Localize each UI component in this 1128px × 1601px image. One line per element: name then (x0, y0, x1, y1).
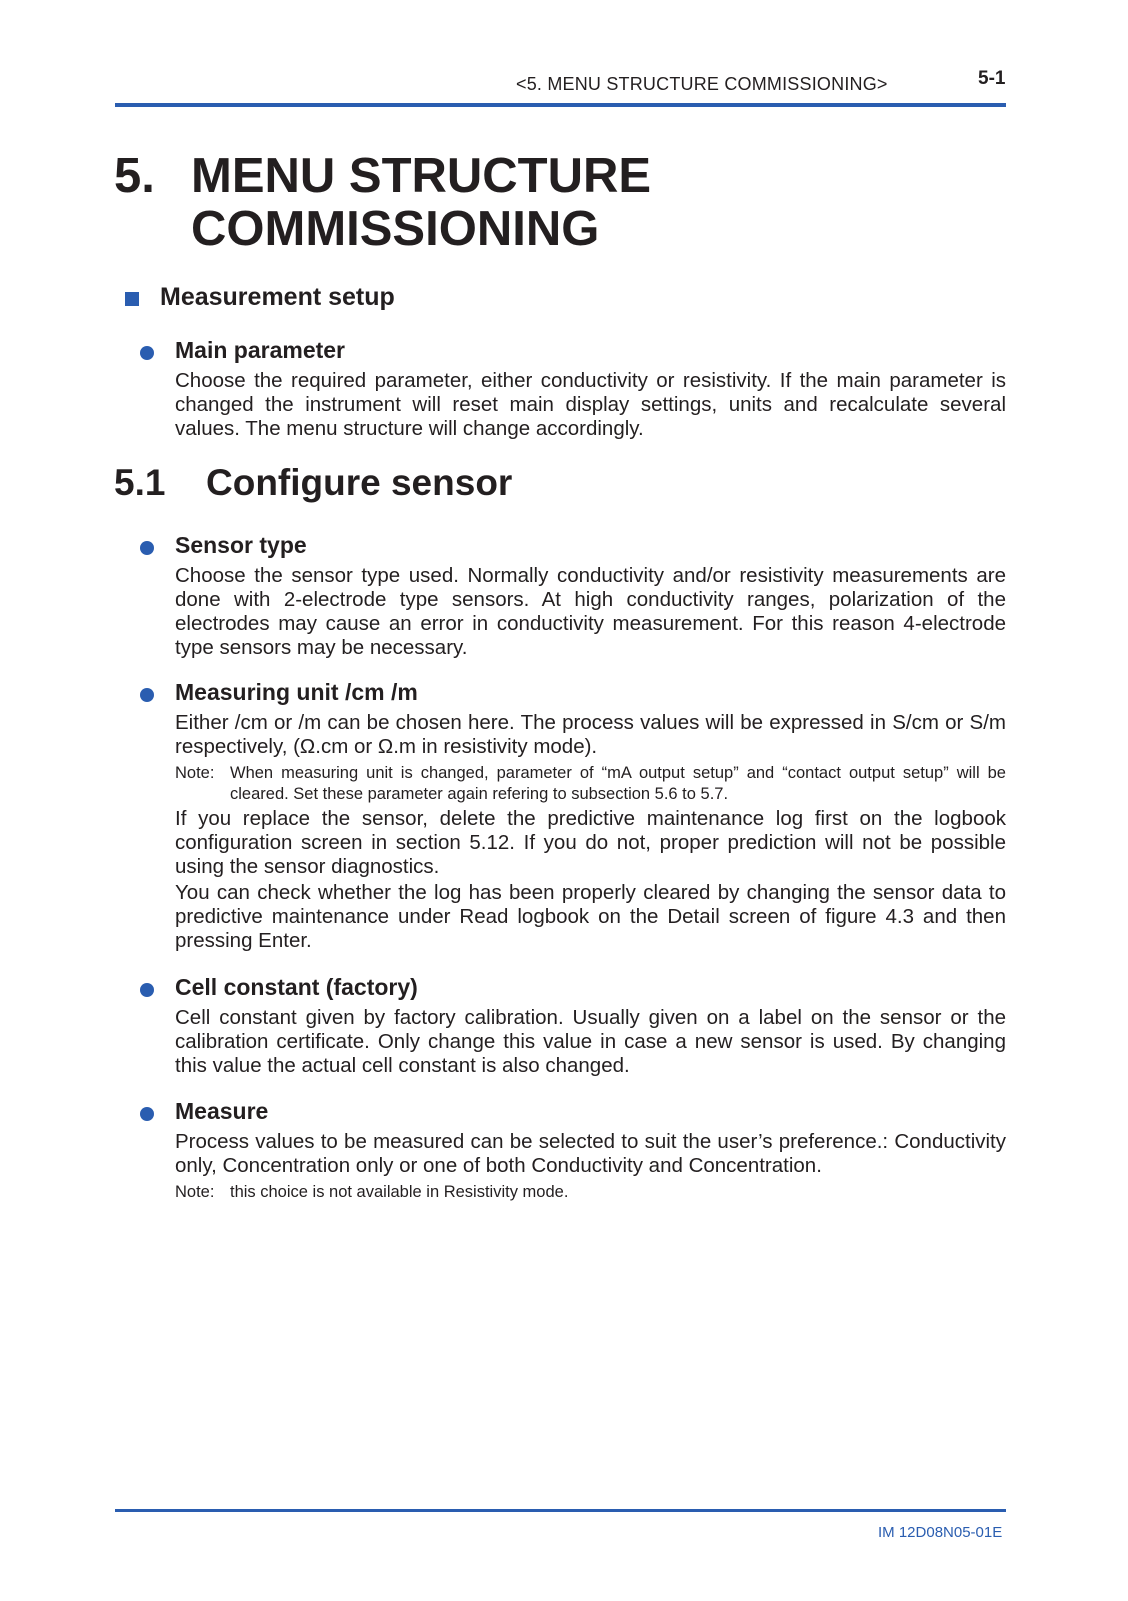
circle-bullet-icon (140, 1107, 154, 1121)
measure-note (175, 1182, 1006, 1203)
sensor-type-body: Choose the sensor type used. Normally conductivity and/or resistivity measurements are done with 2-electrode type sensors. At high conductivity ranges, polarization of the electrodes may cause an error in conductivity measurement. For this reason 4-electrode type sensors may be necessary. (175, 564, 1006, 659)
sensor-type-heading: Sensor type (175, 532, 307, 558)
measuring-unit-note (175, 763, 1006, 805)
footer-rule (115, 1509, 1006, 1512)
chapter-title-line1: MENU STRUCTURE (191, 149, 652, 203)
cell-constant-body: Cell constant given by factory calibration. Usually given on a label on the sensor or the calibration certificate. Only change this value in case a new sensor is used. By changing this value the actual cell constant is also changed. (175, 1006, 1006, 1077)
measuring-unit-body3: You can check whether the log has been properly cleared by changing the sensor data to predictive maintenance under Read logbook on the Detail screen of figure 4.3 and then pressing Enter. (175, 881, 1006, 952)
header-rule (115, 103, 1006, 107)
circle-bullet-icon (140, 688, 154, 702)
main-parameter-body: Choose the required parameter, either conductivity or resistivity. If the main parameter is changed the instrument will reset main display settings, units and recalculate several values. The menu structure will change accordingly. (175, 369, 1006, 440)
measuring-unit-body: Either /cm or /m can be chosen here. The process values will be expressed in S/cm or S/m respectively, (Ω.cm or Ω.m in resistivity mode). (175, 711, 1006, 758)
circle-bullet-icon (140, 541, 154, 555)
measuring-unit-heading: Measuring unit /cm /m (175, 679, 418, 705)
document-id: IM 12D08N05-01E (878, 1524, 1003, 1541)
measuring-unit-body2: If you replace the sensor, delete the predictive maintenance log first on the logbook configuration screen in section 5.12. If you do not, proper prediction will not be possible using the sensor diagnostics. (175, 807, 1006, 878)
note-label: Note: (175, 1183, 215, 1201)
circle-bullet-icon (140, 983, 154, 997)
measurement-setup-heading: Measurement setup (160, 283, 395, 311)
chapter-number: 5. (114, 149, 155, 203)
section-number: 5.1 (114, 462, 166, 503)
note-label: Note: (175, 764, 215, 782)
measure-body: Process values to be measured can be selected to suit the user’s preference.: Conductivity only, Concentration only or one of both Conductivity and Concentration. (175, 1130, 1006, 1177)
note-body: this choice is not available in Resistivity mode. (230, 1183, 569, 1201)
circle-bullet-icon (140, 346, 154, 360)
page-number: 5-1 (978, 68, 1006, 89)
section-title: Configure sensor (206, 462, 513, 503)
square-bullet-icon (125, 292, 139, 306)
note-body: When measuring unit is changed, parameter of “mA output setup” and “contact output setup” will be cleared. Set these parameter again refering to subsection 5.6 to 5.7. (230, 764, 1006, 803)
chapter-title (191, 150, 891, 256)
measure-heading: Measure (175, 1098, 269, 1124)
chapter-title-line2: COMMISSIONING (191, 202, 600, 256)
main-parameter-heading: Main parameter (175, 337, 346, 363)
running-head: <5. MENU STRUCTURE COMMISSIONING> (516, 74, 888, 94)
cell-constant-heading: Cell constant (factory) (175, 974, 418, 1000)
